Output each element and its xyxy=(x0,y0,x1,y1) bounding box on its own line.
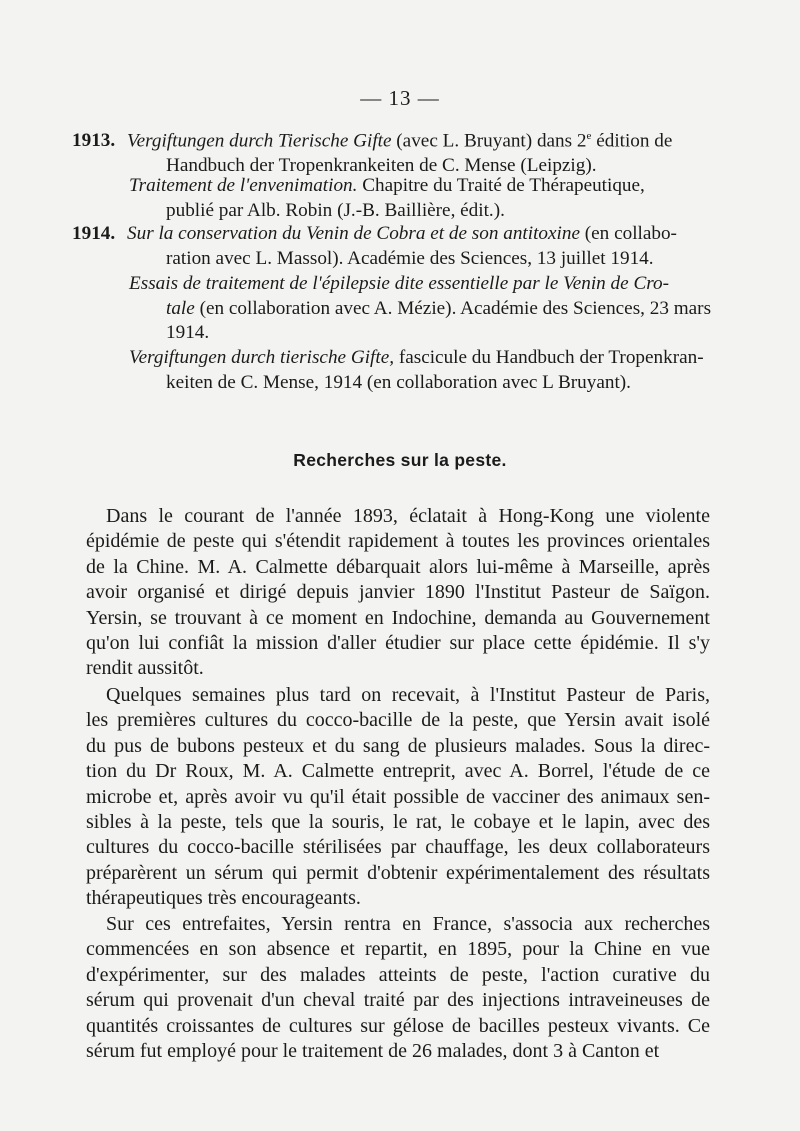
paragraph-line: préparèrent un sérum qui permit d'obtenir expérimentalement des résultats xyxy=(86,861,710,884)
paragraph-line: tion du Dr Roux, M. A. Calmette entreprit, avec A. Borrel, l'étude de ce xyxy=(86,760,710,783)
publication-entry: Essais de traitement de l'épilepsie dite essentielle par le Venin de Cro- tale (en collaboration avec A. Mézie). Académie des Sciences, 23 mars 1914. xyxy=(129,273,712,343)
paragraph-line: sibles à la peste, tels que la souris, le rat, le cobaye et le lapin, avec des xyxy=(86,811,710,834)
paragraph-line: du pus de bubons pesteux et du sang de plusieurs malades. Sous la direc- xyxy=(86,734,710,757)
paragraph-line: d'expérimenter, sur des malades atteints de peste, l'action curative du xyxy=(86,963,710,986)
publication-entry: Traitement de l'envenimation. Chapitre du Traité de Thérapeutique, publié par Alb. Robin (J.-B. Baillière, édit.). xyxy=(129,175,645,221)
page-number: — 13 — xyxy=(360,86,440,110)
publication-entry: 1914. Sur la conservation du Venin de Cobra et de son antitoxine (en collabo- ration avec L. Massol). Académie des Sciences, 13 juillet 1914. xyxy=(72,223,677,269)
paragraph xyxy=(86,504,710,682)
paragraph-line: sérum fut employé pour le traitement de 26 malades, dont 3 à Canton et xyxy=(86,1040,660,1063)
paragraph-line: de la Chine. M. A. Calmette débarquait alors lui-même à Marseille, après xyxy=(86,555,710,578)
paragraph-line: thérapeutiques très encourageants. xyxy=(86,887,361,910)
paragraph-line: Sur ces entrefaites, Yersin rentra en France, s'associa aux recherches xyxy=(106,913,710,935)
paragraph-line: avoir organisé et dirigé depuis janvier 1890 l'Institut Pasteur de Saïgon. xyxy=(86,581,710,604)
section-heading: Recherches sur la peste. xyxy=(293,450,507,470)
paragraph-line: les premières cultures du cocco-bacille de la peste, que Yersin avait isolé xyxy=(86,709,710,732)
paragraph xyxy=(86,683,710,912)
paragraph xyxy=(86,912,710,1064)
paragraph-line: commencées en son absence et repartit, en 1895, pour la Chine en vue xyxy=(86,938,710,961)
paragraph-line: épidémie de peste qui s'étendit rapidement à toutes les provinces orientales xyxy=(86,530,710,553)
publication-year: 1914. xyxy=(72,223,116,244)
paragraph-line: Dans le courant de l'année 1893, éclatait à Hong-Kong une violente xyxy=(106,505,710,527)
paragraph-line: sérum qui provenait d'un cheval traité par des injections intraveineuses de xyxy=(86,989,710,1012)
publication-entry: Vergiftungen durch tierische Gifte, fascicule du Handbuch der Tropenkran- keiten de C. Mense, 1914 (en collaboration avec L Bruyant). xyxy=(129,347,704,393)
publication-entry: 1913. Vergiftungen durch Tierische Gifte (avec L. Bruyant) dans 2e édition de Handbuch der Tropenkrankeiten de C. Mense (Leipzig). xyxy=(72,130,673,176)
paragraph-line: rendit aussitôt. xyxy=(86,657,204,680)
paragraph-line: quantités croissantes de cultures sur gélose de bacilles pesteux vivants. Ce xyxy=(86,1014,710,1037)
paragraph-line: microbe et, après avoir vu qu'il était possible de vacciner des animaux sen- xyxy=(86,785,710,808)
paragraph-line: Yersin, se trouvant à ce moment en Indochine, demanda au Gouvernement xyxy=(86,606,710,629)
paragraph-line: cultures du cocco-bacille stérilisées par chauffage, les deux collaborateurs xyxy=(86,836,710,859)
publication-year: 1913. xyxy=(72,130,116,152)
paragraph-line: Quelques semaines plus tard on recevait, à l'Institut Pasteur de Paris, xyxy=(106,684,710,706)
paragraph-line: qu'on lui confiât la mission d'aller étudier sur place cette épidémie. Il s'y xyxy=(86,632,710,655)
